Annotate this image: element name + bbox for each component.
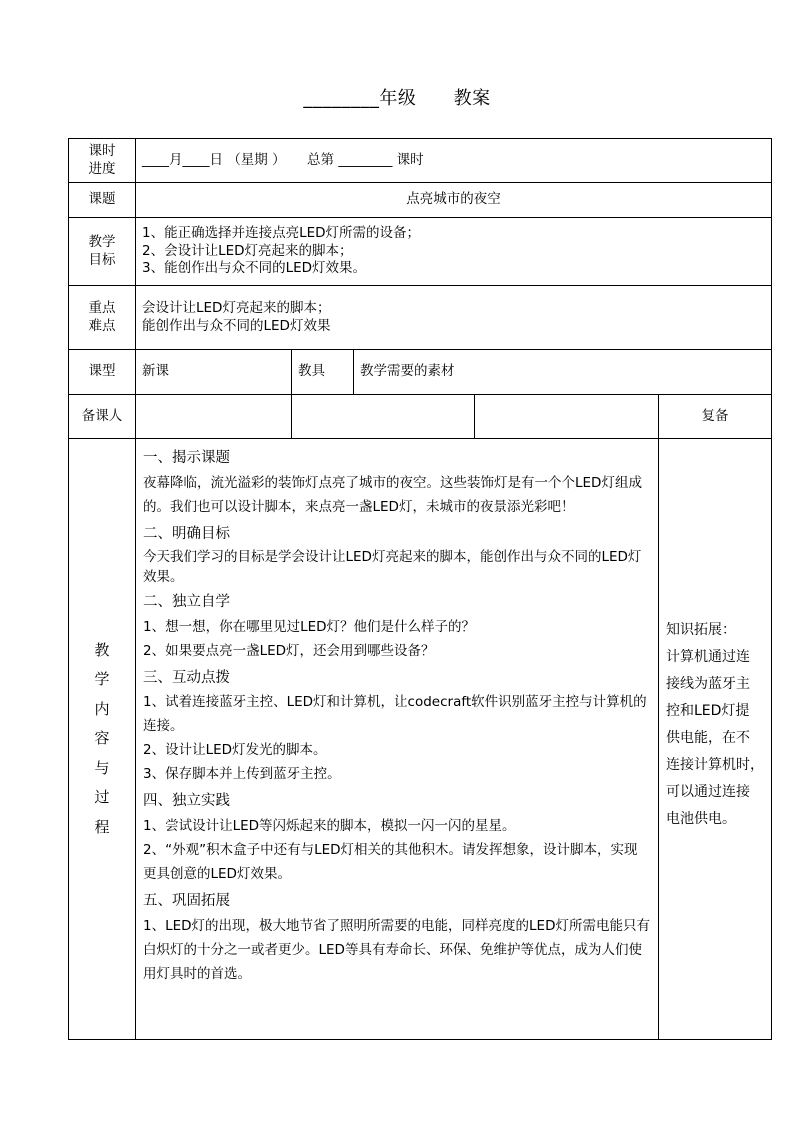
key-point-item: 会设计让LED灯亮起来的脚本； [142, 299, 331, 316]
topic-label: 课题 [69, 183, 136, 218]
section-text: 1、想一想，你在哪里见过LED灯？他们是什么样子的？ [143, 618, 476, 635]
lesson-plan-table [68, 138, 772, 1040]
type-label: 课型 [69, 350, 136, 395]
topic-row [69, 183, 772, 218]
type-row [69, 350, 772, 395]
section-text: 夜幕降临，流光溢彩的装饰灯点亮了城市的夜空。这些装饰灯是有一个个LED灯组成的。我们也可以设计脚本，来点亮一盏LED灯，未城市的夜景添光彩吧！ [143, 474, 642, 515]
prep-row [69, 395, 772, 439]
review-label: 复备 [659, 395, 772, 439]
section-text: 1、试着连接蓝牙主控、LED灯和计算机，让codecraft软件识别蓝牙主控与计算机的连接。 [143, 694, 647, 735]
knowledge-extension-note: 知识拓展： 计算机通过连 接线为蓝牙主 控和LED灯提 供电能，在不 连接计算机时， 可以通过连接 电池供电。 [659, 439, 772, 1040]
section-heading: 二、独立自学 [143, 593, 230, 610]
goals-label: 教学 目标 [69, 218, 136, 286]
section-text: 2、设计让LED灯发光的脚本。 [143, 742, 327, 759]
prep-cell-empty [136, 395, 292, 439]
goals-row [69, 218, 772, 286]
section-heading: 三、互动点拨 [143, 669, 230, 686]
section-text: 2、“外观”积木盒子中还有与LED灯相关的其他积木。请发挥想象，设计脚本，实现更具创意的LED灯效果。 [143, 842, 638, 883]
prep-cell-empty [475, 395, 659, 439]
goal-item: 1、能正确选择并连接点亮LED灯所需的设备； [142, 225, 421, 242]
tools-label: 教具 [292, 350, 354, 395]
goal-item: 3、能创作出与众不同的LED灯效果。 [142, 260, 367, 277]
process-label: 教 学 内 容 与 过 程 [69, 439, 136, 1040]
schedule-row [69, 139, 772, 183]
section-heading: 一、揭示课题 [143, 450, 230, 466]
section-text: 1、LED灯的出现，极大地节省了照明所需要的电能，同样亮度的LED灯所需电能只有白炽灯的十分之一或者更少。LED等具有寿命长、环保、免维护等优点，成为人们使用灯具时的首选。 [143, 918, 650, 983]
schedule-value: ____月____日 （星期 ） 总第 ________ 课时 [136, 139, 772, 183]
key-points-label: 重点 难点 [69, 286, 136, 350]
process-content [136, 439, 659, 1040]
page-title: ________年级 教案 [303, 88, 491, 109]
prep-label: 备课人 [69, 395, 136, 439]
section-text: 今天我们学习的目标是学会设计让LED灯亮起来的脚本，能创作出与众不同的LED灯效果。 [143, 548, 642, 585]
tools-value: 教学需要的素材 [354, 350, 772, 395]
section-heading: 五、巩固拓展 [143, 893, 230, 910]
key-point-item: 能创作出与众不同的LED灯效果 [142, 317, 331, 334]
type-value: 新课 [136, 350, 292, 395]
key-points-row [69, 286, 772, 350]
key-points-list [136, 286, 772, 350]
goal-item: 2、会设计让LED灯亮起来的脚本； [142, 242, 353, 259]
section-heading: 四、独立实践 [143, 793, 230, 810]
section-text: 2、如果要点亮一盏LED灯，还会用到哪些设备？ [143, 642, 435, 659]
section-text: 3、保存脚本并上传到蓝牙主控。 [143, 766, 341, 783]
section-text: 1、尝试设计让LED等闪烁起来的脚本，模拟一闪一闪的星星。 [143, 818, 516, 835]
process-row [69, 439, 772, 1040]
schedule-label: 课时 进度 [69, 139, 136, 183]
section-heading: 二、明确目标 [143, 525, 230, 542]
topic-value: 点亮城市的夜空 [136, 183, 772, 218]
prep-cell-empty [292, 395, 475, 439]
goals-list [136, 218, 772, 286]
